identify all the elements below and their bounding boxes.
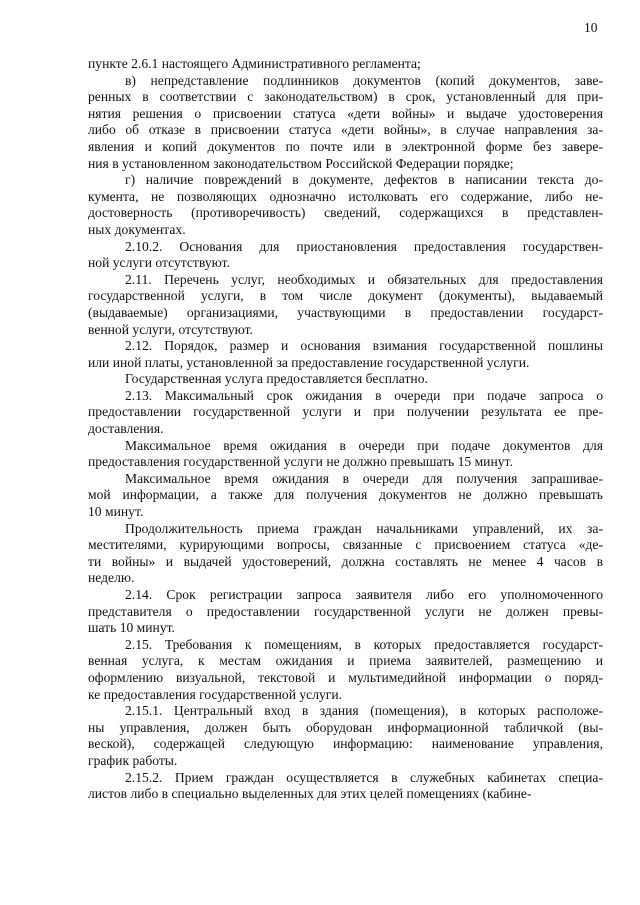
text-line: 2.14. Срок регистрации запроса заявителя либо его уполномоченного bbox=[125, 587, 603, 602]
text-line: 2.15.1. Центральный вход в здания (помещения), в которых расположе- bbox=[125, 703, 603, 719]
text-line: 2.12. Порядок, размер и основания взимания государственной пошлины bbox=[125, 338, 603, 354]
paragraph bbox=[88, 471, 603, 521]
text-line: ных документах. bbox=[88, 221, 186, 237]
text-line: предоставления государственной услуги не должно превышать 15 минут. bbox=[88, 454, 513, 470]
text-line: представителя о предоставлении государственной услуги не должен превы- bbox=[88, 603, 603, 619]
text-line: пункте 2.6.1 настоящего Административного регламента; bbox=[88, 56, 421, 71]
text-line: г) наличие повреждений в документе, дефектов в написании текста до- bbox=[125, 172, 603, 188]
text-line: венная услуга, к местам ожидания и приема заявителей, размещению и bbox=[88, 653, 603, 669]
paragraph bbox=[88, 172, 603, 238]
paragraph bbox=[88, 703, 603, 769]
text-line: Максимальное время ожидания в очереди при подаче документов для bbox=[125, 437, 603, 453]
text-line: мой информации, а также для получения документов не должно превышать bbox=[88, 487, 603, 503]
text-line: график работы. bbox=[88, 752, 178, 768]
text-line: Продолжительность приема граждан начальниками управлений, их за- bbox=[125, 520, 603, 536]
paragraph bbox=[88, 438, 603, 471]
text-line: неделю. bbox=[88, 570, 135, 586]
paragraph bbox=[88, 587, 603, 637]
text-line: 2.11. Перечень услуг, необходимых и обязательных для предоставления bbox=[125, 271, 603, 287]
document-body bbox=[88, 56, 603, 803]
text-line: 10 минут. bbox=[88, 504, 144, 520]
text-line: оформлению визуальной, текстовой и мультимедийной информации о поряд- bbox=[88, 669, 603, 685]
paragraph bbox=[88, 770, 603, 803]
text-line: или иной платы, установленной за предоставление государственной услуги. bbox=[88, 354, 530, 370]
text-line: явления и копий документов по почте или в электронной форме без завере- bbox=[88, 138, 603, 154]
text-line: либо об отказе в присвоении статуса «дети войны», в случае направления за- bbox=[88, 122, 603, 138]
paragraph bbox=[88, 239, 603, 272]
text-line: Максимальное время ожидания в очереди для получения запрашивае- bbox=[125, 470, 603, 486]
text-line: местителями, курирующими вопросы, связанные с присвоением статуса «де- bbox=[88, 537, 603, 553]
text-line: ния в установленном законодательством Российской Федерации порядке; bbox=[88, 155, 514, 171]
text-line: Государственная услуга предоставляется бесплатно. bbox=[125, 371, 428, 387]
text-line: предоставлении государственной услуги и при получении результата ее пре- bbox=[88, 404, 603, 420]
text-line: ти войны» и выдачей удостоверений, должна составлять не менее 4 часов в bbox=[88, 553, 603, 569]
text-line: (выдаваемые) организациями, участвующими в предоставлении государст- bbox=[88, 304, 603, 320]
text-line: в) непредставление подлинников документов (копий документов, заве- bbox=[125, 72, 603, 88]
text-line: достоверность (противоречивость) сведений, содержащихся в представлен- bbox=[88, 205, 603, 221]
text-line: 2.10.2. Основания для приостановления предоставления государствен- bbox=[125, 238, 603, 254]
text-line: ке предоставления государственной услуги. bbox=[88, 686, 343, 702]
text-line: нятия решения о присвоении статуса «дети войны» и выдаче удостоверения bbox=[88, 105, 603, 121]
text-line: шать 10 минут. bbox=[88, 620, 175, 636]
text-line: ны управления, должен быть оборудован информационной табличкой (вы- bbox=[88, 719, 603, 735]
text-line: 2.15.2. Прием граждан осуществляется в служебных кабинетах специа- bbox=[125, 769, 603, 785]
paragraph bbox=[88, 388, 603, 438]
text-line: листов либо в специально выделенных для этих целей помещениях (кабине- bbox=[88, 786, 532, 802]
text-line: венной услуги, отсутствуют. bbox=[88, 321, 253, 337]
text-line: ренных в соответствии с законодательством) в срок, установленный для при- bbox=[88, 89, 603, 105]
paragraph bbox=[88, 371, 603, 388]
paragraph bbox=[88, 637, 603, 703]
page-number: 10 bbox=[584, 20, 598, 35]
text-line: ной услуги отсутствуют. bbox=[88, 255, 230, 271]
text-line: государственной услуги, в том числе документ (документы), выдаваемый bbox=[88, 288, 603, 304]
paragraph bbox=[88, 272, 603, 338]
paragraph bbox=[88, 56, 603, 73]
text-line: 2.15. Требования к помещениям, в которых предоставляется государст- bbox=[125, 636, 603, 652]
text-line: кумента, не позволяющих однозначно истолковать его содержание, либо не- bbox=[88, 188, 603, 204]
text-line: веской), содержащей следующую информацию: наименование управления, bbox=[88, 736, 603, 752]
paragraph bbox=[88, 338, 603, 371]
paragraph bbox=[88, 521, 603, 587]
text-line: доставления. bbox=[88, 421, 164, 437]
text-line: 2.13. Максимальный срок ожидания в очереди при подаче запроса о bbox=[125, 387, 603, 403]
paragraph bbox=[88, 73, 603, 173]
